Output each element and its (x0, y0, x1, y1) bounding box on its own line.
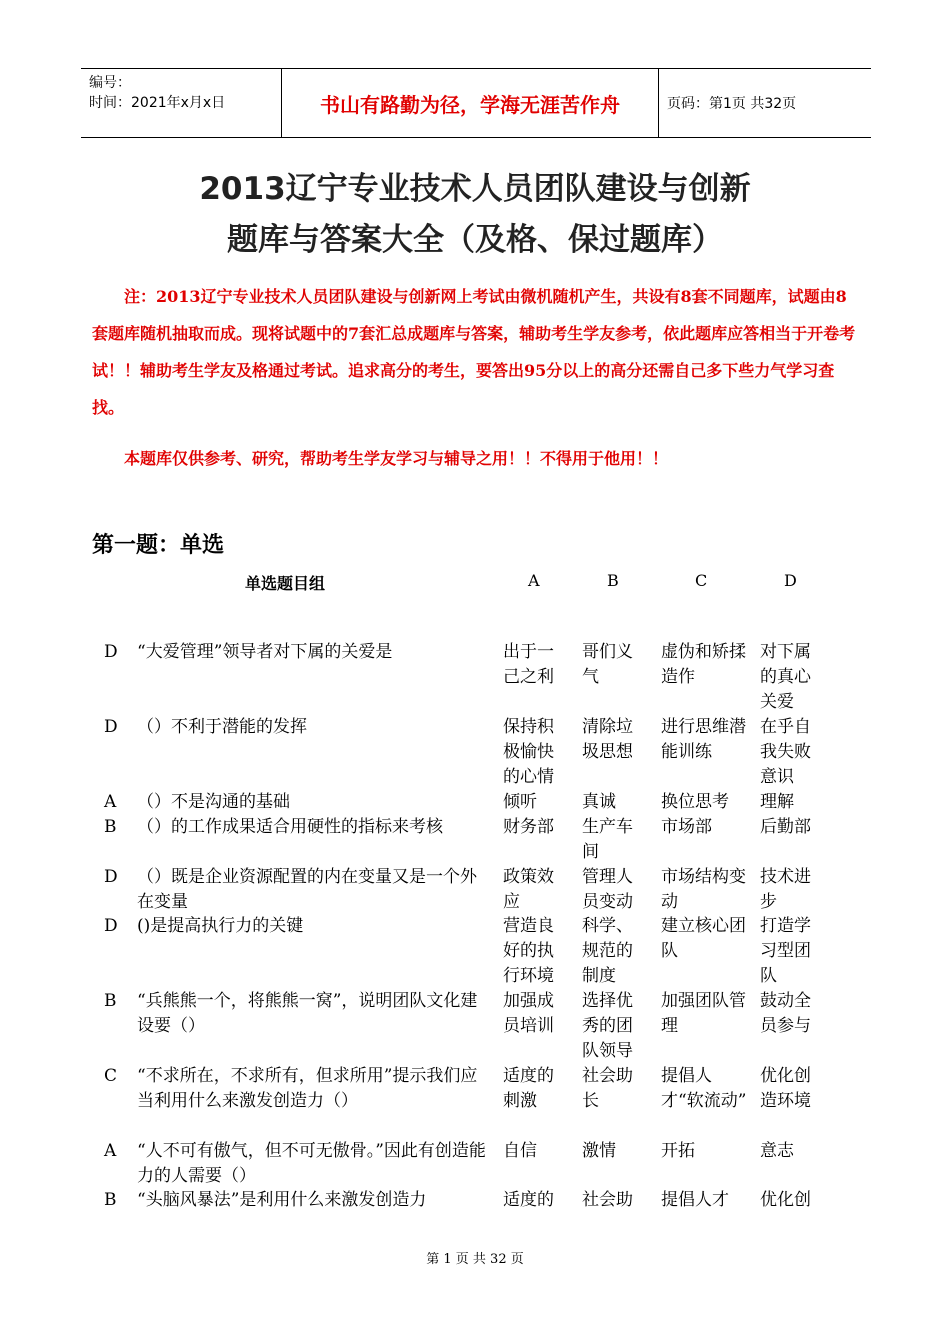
option-c-cell: 加强团队管理 (661, 991, 746, 1036)
answer-cell: B (104, 817, 117, 837)
option-c-cell: 换位思考 (661, 792, 729, 812)
col-header-b: B (607, 571, 619, 590)
option-a-cell: 政策效应 (503, 867, 554, 912)
option-c-cell: 市场部 (661, 817, 712, 837)
header-motto: 书山有路勤为径，学海无涯苦作舟 (281, 69, 659, 137)
answer-cell: D (104, 717, 118, 737)
option-a-cell: 出于一己之利 (503, 642, 554, 687)
answer-cell: A (104, 792, 117, 812)
option-d-cell: 对下属的真心关爱 (760, 642, 811, 712)
option-a-cell: 适度的刺激 (503, 1066, 554, 1111)
option-a-cell: 保持积极愉快的心情 (503, 717, 554, 787)
option-c-cell: 提倡人才“软流动” (661, 1066, 747, 1111)
exam-note: 注：2013辽宁专业技术人员团队建设与创新网上考试由微机随机产生，共设有8套不同题库，试题由8套题库随机抽取而成。现将试题中的7套汇总成题库与答案，辅助考生学友参考，依此题库应答相当于开卷考试！！辅助考生学友及格通过考试。追求高分的考生，要答出95分以上的高分还需自己多下些力气学习查找。 (92, 287, 856, 417)
option-c-cell: 提倡人才 (661, 1190, 729, 1210)
option-b-cell: 社会助 (582, 1190, 633, 1210)
question-cell: “大爱管理”领导者对下属的关爱是 (137, 642, 393, 662)
page-footer: 第 1 页 共 32 页 (426, 1252, 524, 1267)
option-c-cell: 虚伪和矫揉造作 (661, 642, 746, 687)
question-cell: （）不利于潜能的发挥 (137, 717, 307, 737)
option-b-cell: 选择优秀的团队领导 (582, 991, 633, 1061)
col-header-c: C (695, 571, 708, 590)
option-d-cell: 在乎自我失败意识 (760, 717, 811, 787)
question-cell: “不求所在，不求所有，但求所用”提示我们应当利用什么来激发创造力（） (137, 1066, 478, 1111)
answer-cell: D (104, 867, 118, 887)
option-a-cell: 适度的 (503, 1190, 554, 1210)
option-d-cell: 鼓动全员参与 (760, 991, 811, 1036)
option-d-cell: 理解 (760, 792, 794, 812)
option-b-cell: 管理人员变动 (582, 867, 633, 912)
usage-note: 本题库仅供参考、研究，帮助考生学友学习与辅导之用！！不得用于他用！！ (124, 449, 669, 468)
option-b-cell: 激情 (582, 1141, 616, 1161)
question-cell: “头脑风暴法”是利用什么来激发创造力 (137, 1190, 427, 1210)
answer-cell: C (104, 1066, 118, 1086)
option-d-cell: 意志 (760, 1141, 794, 1161)
question-cell: ()是提高执行力的关键 (137, 916, 304, 936)
doc-title-line1: 2013辽宁专业技术人员团队建设与创新 (199, 171, 751, 207)
time-label: 时间：2021年x月x日 (89, 95, 226, 111)
answer-cell: D (104, 642, 118, 662)
number-label: 编号： (89, 75, 131, 91)
option-b-cell: 清除垃圾思想 (582, 717, 633, 762)
option-a-cell: 财务部 (503, 817, 554, 837)
option-b-cell: 真诚 (582, 792, 616, 812)
header-info (81, 69, 281, 137)
question-cell: （）不是沟通的基础 (137, 792, 290, 812)
option-c-cell: 建立核心团队 (661, 916, 746, 961)
option-c-cell: 进行思维潜能训练 (661, 717, 746, 762)
option-d-cell: 技术进步 (760, 867, 811, 912)
answer-cell: B (104, 1190, 117, 1210)
doc-title-line2: 题库与答案大全（及格、保过题库） (227, 222, 723, 258)
option-d-cell: 优化创 (760, 1190, 811, 1210)
option-a-cell: 倾听 (503, 792, 537, 812)
question-cell: “人不可有傲气，但不可无傲骨。”因此有创造能力的人需要（） (137, 1141, 486, 1186)
option-a-cell: 自信 (503, 1141, 537, 1161)
question-cell: “兵熊熊一个，将熊熊一窝”，说明团队文化建设要（） (137, 991, 478, 1036)
option-b-cell: 科学、规范的制度 (582, 916, 633, 986)
answer-cell: A (104, 1141, 117, 1161)
option-b-cell: 社会助长 (582, 1066, 633, 1111)
option-c-cell: 市场结构变动 (661, 867, 746, 912)
option-c-cell: 开拓 (661, 1141, 695, 1161)
section-title: 第一题：单选 (92, 533, 225, 558)
option-d-cell: 优化创造环境 (760, 1066, 811, 1111)
option-b-cell: 哥们义气 (582, 642, 633, 687)
question-cell: （）既是企业资源配置的内在变量又是一个外在变量 (137, 867, 477, 912)
col-header-question: 单选题目组 (245, 574, 326, 593)
page-header (81, 68, 871, 138)
col-header-d: D (784, 571, 797, 590)
answer-cell: D (104, 916, 118, 936)
option-d-cell: 打造学习型团队 (760, 916, 811, 986)
col-header-a: A (528, 571, 540, 590)
option-b-cell: 生产车间 (582, 817, 633, 862)
option-a-cell: 营造良好的执行环境 (503, 916, 554, 986)
question-cell: （）的工作成果适合用硬性的指标来考核 (137, 817, 443, 837)
answer-cell: B (104, 991, 117, 1011)
option-a-cell: 加强成员培训 (503, 991, 554, 1036)
header-page-info: 页码：第1页 共32页 (667, 96, 797, 112)
option-d-cell: 后勤部 (760, 817, 811, 837)
